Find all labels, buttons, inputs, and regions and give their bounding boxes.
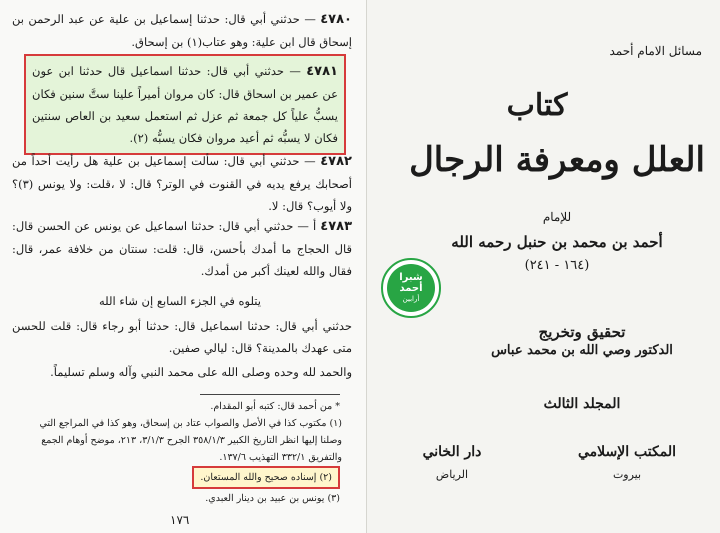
footnote-3: (٣) يونس بن عبيد بن دينار العبدي. [205, 493, 340, 504]
hadith-text: — حدثني أبي قال: حدثنا اسماعيل قال حدثنا ابن عون عن عمير بن اسحاق قال: كان مروان أميراً علينا ستَّ سنين فكان يسبُّ علياً كل جمعة ثم عزل ثم استعمل سعيد بن العاص سنتين فكان لا يسبُّه ثم أعيد مروان فكان يسبُّه (٢). [32, 64, 338, 145]
tahqiq-label: تحقيق وتخريج [538, 323, 626, 341]
footnote-2-row [40, 466, 340, 489]
hadith-text: — حدثني أبي قال: حدثنا إسماعيل بن علية عن عبد الرحمن بن إسحاق قال ابن علية: وهو عتاب(١) بن إسحاق. [12, 12, 352, 49]
editor-name: الدكتور وصي الله بن محمد عباس [491, 343, 673, 358]
stamp-line-1: شبرا [399, 271, 423, 283]
stamp-inner [387, 264, 435, 312]
page-number: ١٧٦ [170, 513, 190, 527]
author-name: أحمد بن محمد بن حنبل رحمه الله [451, 233, 663, 251]
publisher-2: دار الخاني [422, 444, 482, 460]
closing-praise: والحمد لله وحده وصلى الله على محمد النبي وآله وسلم تسليماً. [50, 365, 352, 379]
book-title: العلل ومعرفة الرجال [409, 140, 705, 180]
publisher-1-city: بيروت [612, 468, 642, 481]
paragraph-4780 [12, 8, 352, 53]
continuation-note: يتلوه في الجزء السابع إن شاء الله [99, 294, 261, 308]
footnote-1: (١) مكتوب كذا في الأصل والصواب عتاد بن إسحاق، وهو كذا في المراجع التي وصلنا إليها انظر التاريخ الكبير ٣٥٨/١/٣ الجرح ٣/١/٣، ٢١٣، موضح أوهام الجمع والتفريق ٣٣٢/١ التهذيب ١٣٧/٦. [39, 418, 342, 463]
paragraph-4783 [12, 215, 352, 282]
publisher-1: المكتب الإسلامي [578, 444, 676, 460]
publisher-2-city: الرياض [435, 468, 469, 481]
hadith-text: أ — حدثني أبي قال: حدثنا اسماعيل عن يونس عن الحسن قال: قال الحجاج ما أمدك بأحسن، قال: قلت: سنتان من خلافة عمر، قال: فقال والله لعينك أكبر من أمدك. [12, 219, 352, 278]
volume-label: المجلد الثالث [543, 396, 621, 412]
highlighted-paragraph-4781 [24, 54, 346, 155]
author-dates: (١٦٤ - ٢٤١) [524, 258, 590, 273]
hadith-number: ٤٧٨١ [306, 64, 338, 79]
paragraph-4782 [12, 150, 352, 217]
hadith-number: ٤٧٨٠ [320, 12, 352, 27]
right-page [366, 0, 720, 533]
closing-hadith: حدثني أبي قال: حدثنا اسماعيل قال: حدثنا أبو رجاء قال: قلت للحسن متى عهدك بالمدينة؟ قال: ليالي صفين. [12, 319, 352, 355]
hadith-text: — حدثني أبي قال: سألت إسماعيل بن علية هل رأيت أحداً من أصحابك يرفع يديه في القنوت في الوتر؟ قال: لا ،قلت: ولا يونس (٣)؟ ولا أيوب؟ قال: لا. [12, 154, 352, 213]
author-label: للإمام [542, 210, 572, 224]
footnote-divider [200, 394, 340, 395]
running-head: مسائل الامام أحمد [609, 44, 702, 58]
green-stamp [381, 258, 441, 318]
hadith-number: ٤٧٨٣ [320, 219, 353, 234]
footnote-star: * من أحمد قال: كتبه أبو المقدام. [210, 401, 340, 412]
stamp-line-2: أحمد [399, 282, 423, 294]
book-title-prefix: كتاب [506, 88, 568, 123]
footnote-2-highlight: (٢) إسناده صحيح والله المستعان. [192, 466, 340, 489]
hadith-number: ٤٧٨٢ [320, 154, 352, 169]
stamp-line-3: أرابين [402, 294, 420, 303]
